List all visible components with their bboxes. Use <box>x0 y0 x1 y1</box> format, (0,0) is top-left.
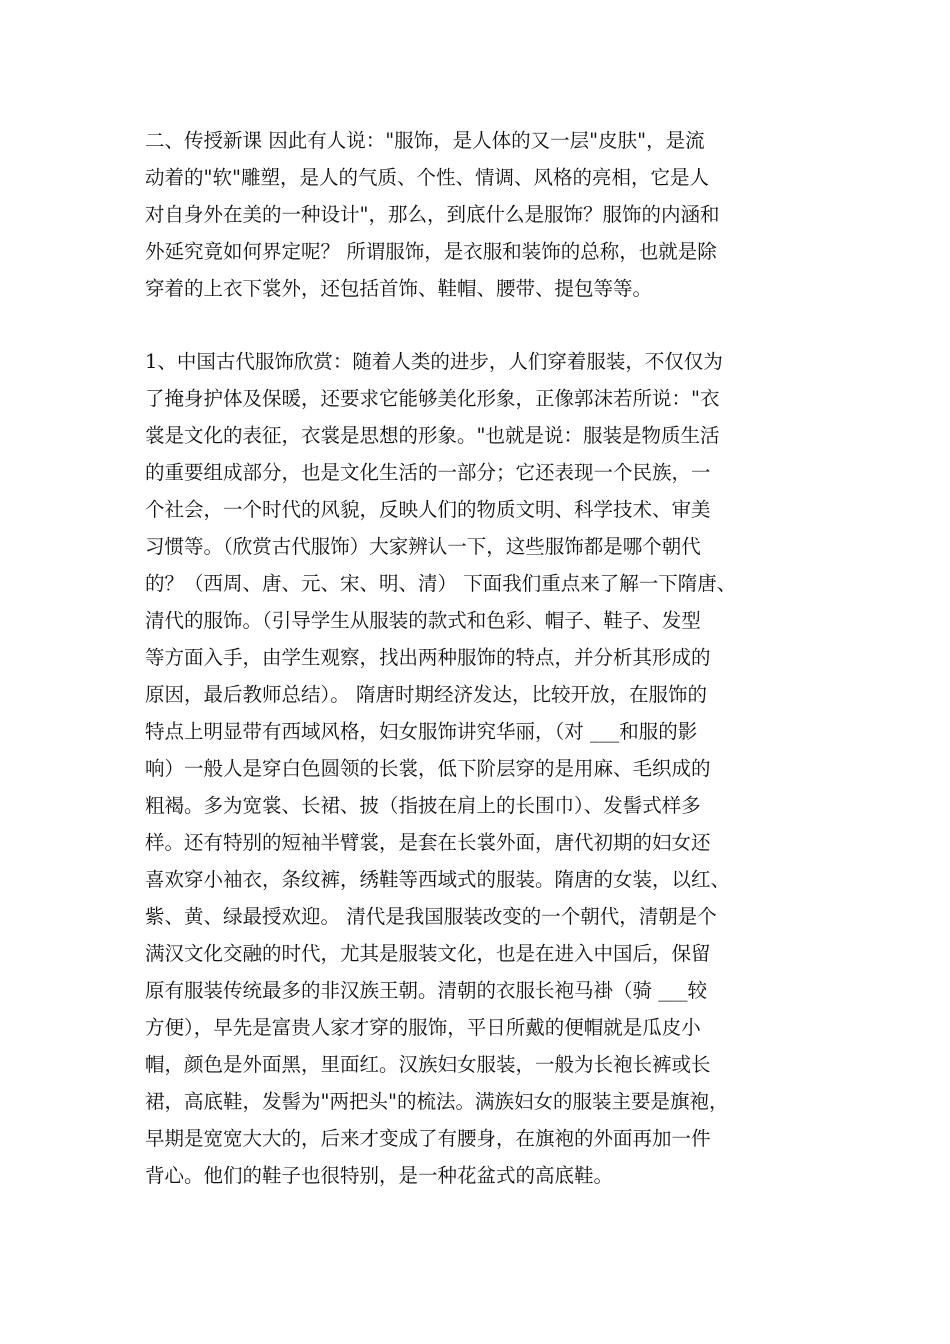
text-line: 习惯等。（欣赏古代服饰）大家辨认一下，这些服饰都是哪个朝代 <box>145 535 701 558</box>
text-line: 裙，高底鞋，发髻为"两把头"的梳法。满族妇女的服装主要是旗袍， <box>145 1090 729 1113</box>
text-line: 喜欢穿小袖衣，条纹裤，绣鞋等西域式的服装。隋唐的女装，以红、 <box>145 868 731 891</box>
text-line: 特点上明显带有西域风格，妇女服饰讲究华丽，（对 ___和服的影 <box>145 720 698 743</box>
text-line: 穿着的上衣下裳外，还包括首饰、鞋帽、腰带、提包等等。 <box>145 277 653 300</box>
text-line: 二、传授新课 因此有人说："服饰，是人体的又一层"皮肤"，是流 <box>145 129 705 152</box>
text-line: 帽，颜色是外面黑，里面红。汉族妇女服装，一般为长袍长裤或长 <box>145 1053 711 1076</box>
text-line: 裳是文化的表征，衣裳是思想的形象。"也就是说：服装是物质生活 <box>145 424 720 447</box>
text-line: 个社会，一个时代的风貌，反映人们的物质文明、科学技术、审美 <box>145 498 711 521</box>
text-line: 1、中国古代服饰欣赏：随着人类的进步，人们穿着服装，不仅仅为 <box>145 350 723 373</box>
text-line: 清代的服饰。（引导学生从服装的款式和色彩、帽子、鞋子、发型 <box>145 609 701 632</box>
text-line: 等方面入手，由学生观察，找出两种服饰的特点，并分析其形成的 <box>145 646 711 669</box>
text-line: 的？（西周、唐、元、宋、明、清） 下面我们重点来了解一下隋唐、 <box>145 572 737 595</box>
text-line: 早期是宽宽大大的，后来才变成了有腰身，在旗袍的外面再加一件 <box>145 1127 711 1150</box>
text-line: 满汉文化交融的时代，尤其是服装文化，也是在进入中国后，保留 <box>145 942 711 965</box>
text-line: 样。还有特别的短袖半臂裳，是套在长裳外面，唐代初期的妇女还 <box>145 831 711 854</box>
text-line: 响）一般人是穿白色圆领的长裳，低下阶层穿的是用麻、毛织成的 <box>145 757 711 780</box>
text-line: 动着的"软"雕塑，是人的气质、个性、情调、风格的亮相，它是人 <box>145 166 709 189</box>
text-line: 对自身外在美的一种设计"，那么，到底什么是服饰？服饰的内涵和 <box>145 203 720 226</box>
paragraph-ancient-costume-appreciation <box>145 343 845 1194</box>
text-line: 粗褐。多为宽裳、长裙、披（指披在肩上的长围巾）、发髻式样多 <box>145 794 701 817</box>
text-line: 方便），早先是富贵人家才穿的服饰，平日所戴的便帽就是瓜皮小 <box>145 1016 701 1039</box>
text-line: 紫、黄、绿最授欢迎。 清代是我国服装改变的一个朝代，清朝是个 <box>145 905 717 928</box>
text-line: 了掩身护体及保暖，还要求它能够美化形象，正像郭沫若所说："衣 <box>145 387 720 410</box>
text-line: 外延究竟如何界定呢？ 所谓服饰，是衣服和装饰的总称，也就是除 <box>145 240 717 263</box>
text-line: 原有服装传统最多的非汉族王朝。清朝的衣服长袍马褂（骑 ___较 <box>145 979 707 1002</box>
text-line: 的重要组成部分，也是文化生活的一部分；它还表现一个民族，一 <box>145 461 711 484</box>
text-line: 原因，最后教师总结）。 隋唐时期经济发达，比较开放，在服饰的 <box>145 683 707 706</box>
text-line: 背心。他们的鞋子也很特别，是一种花盆式的高底鞋。 <box>145 1164 614 1187</box>
paragraph-new-lesson-intro <box>145 122 845 307</box>
